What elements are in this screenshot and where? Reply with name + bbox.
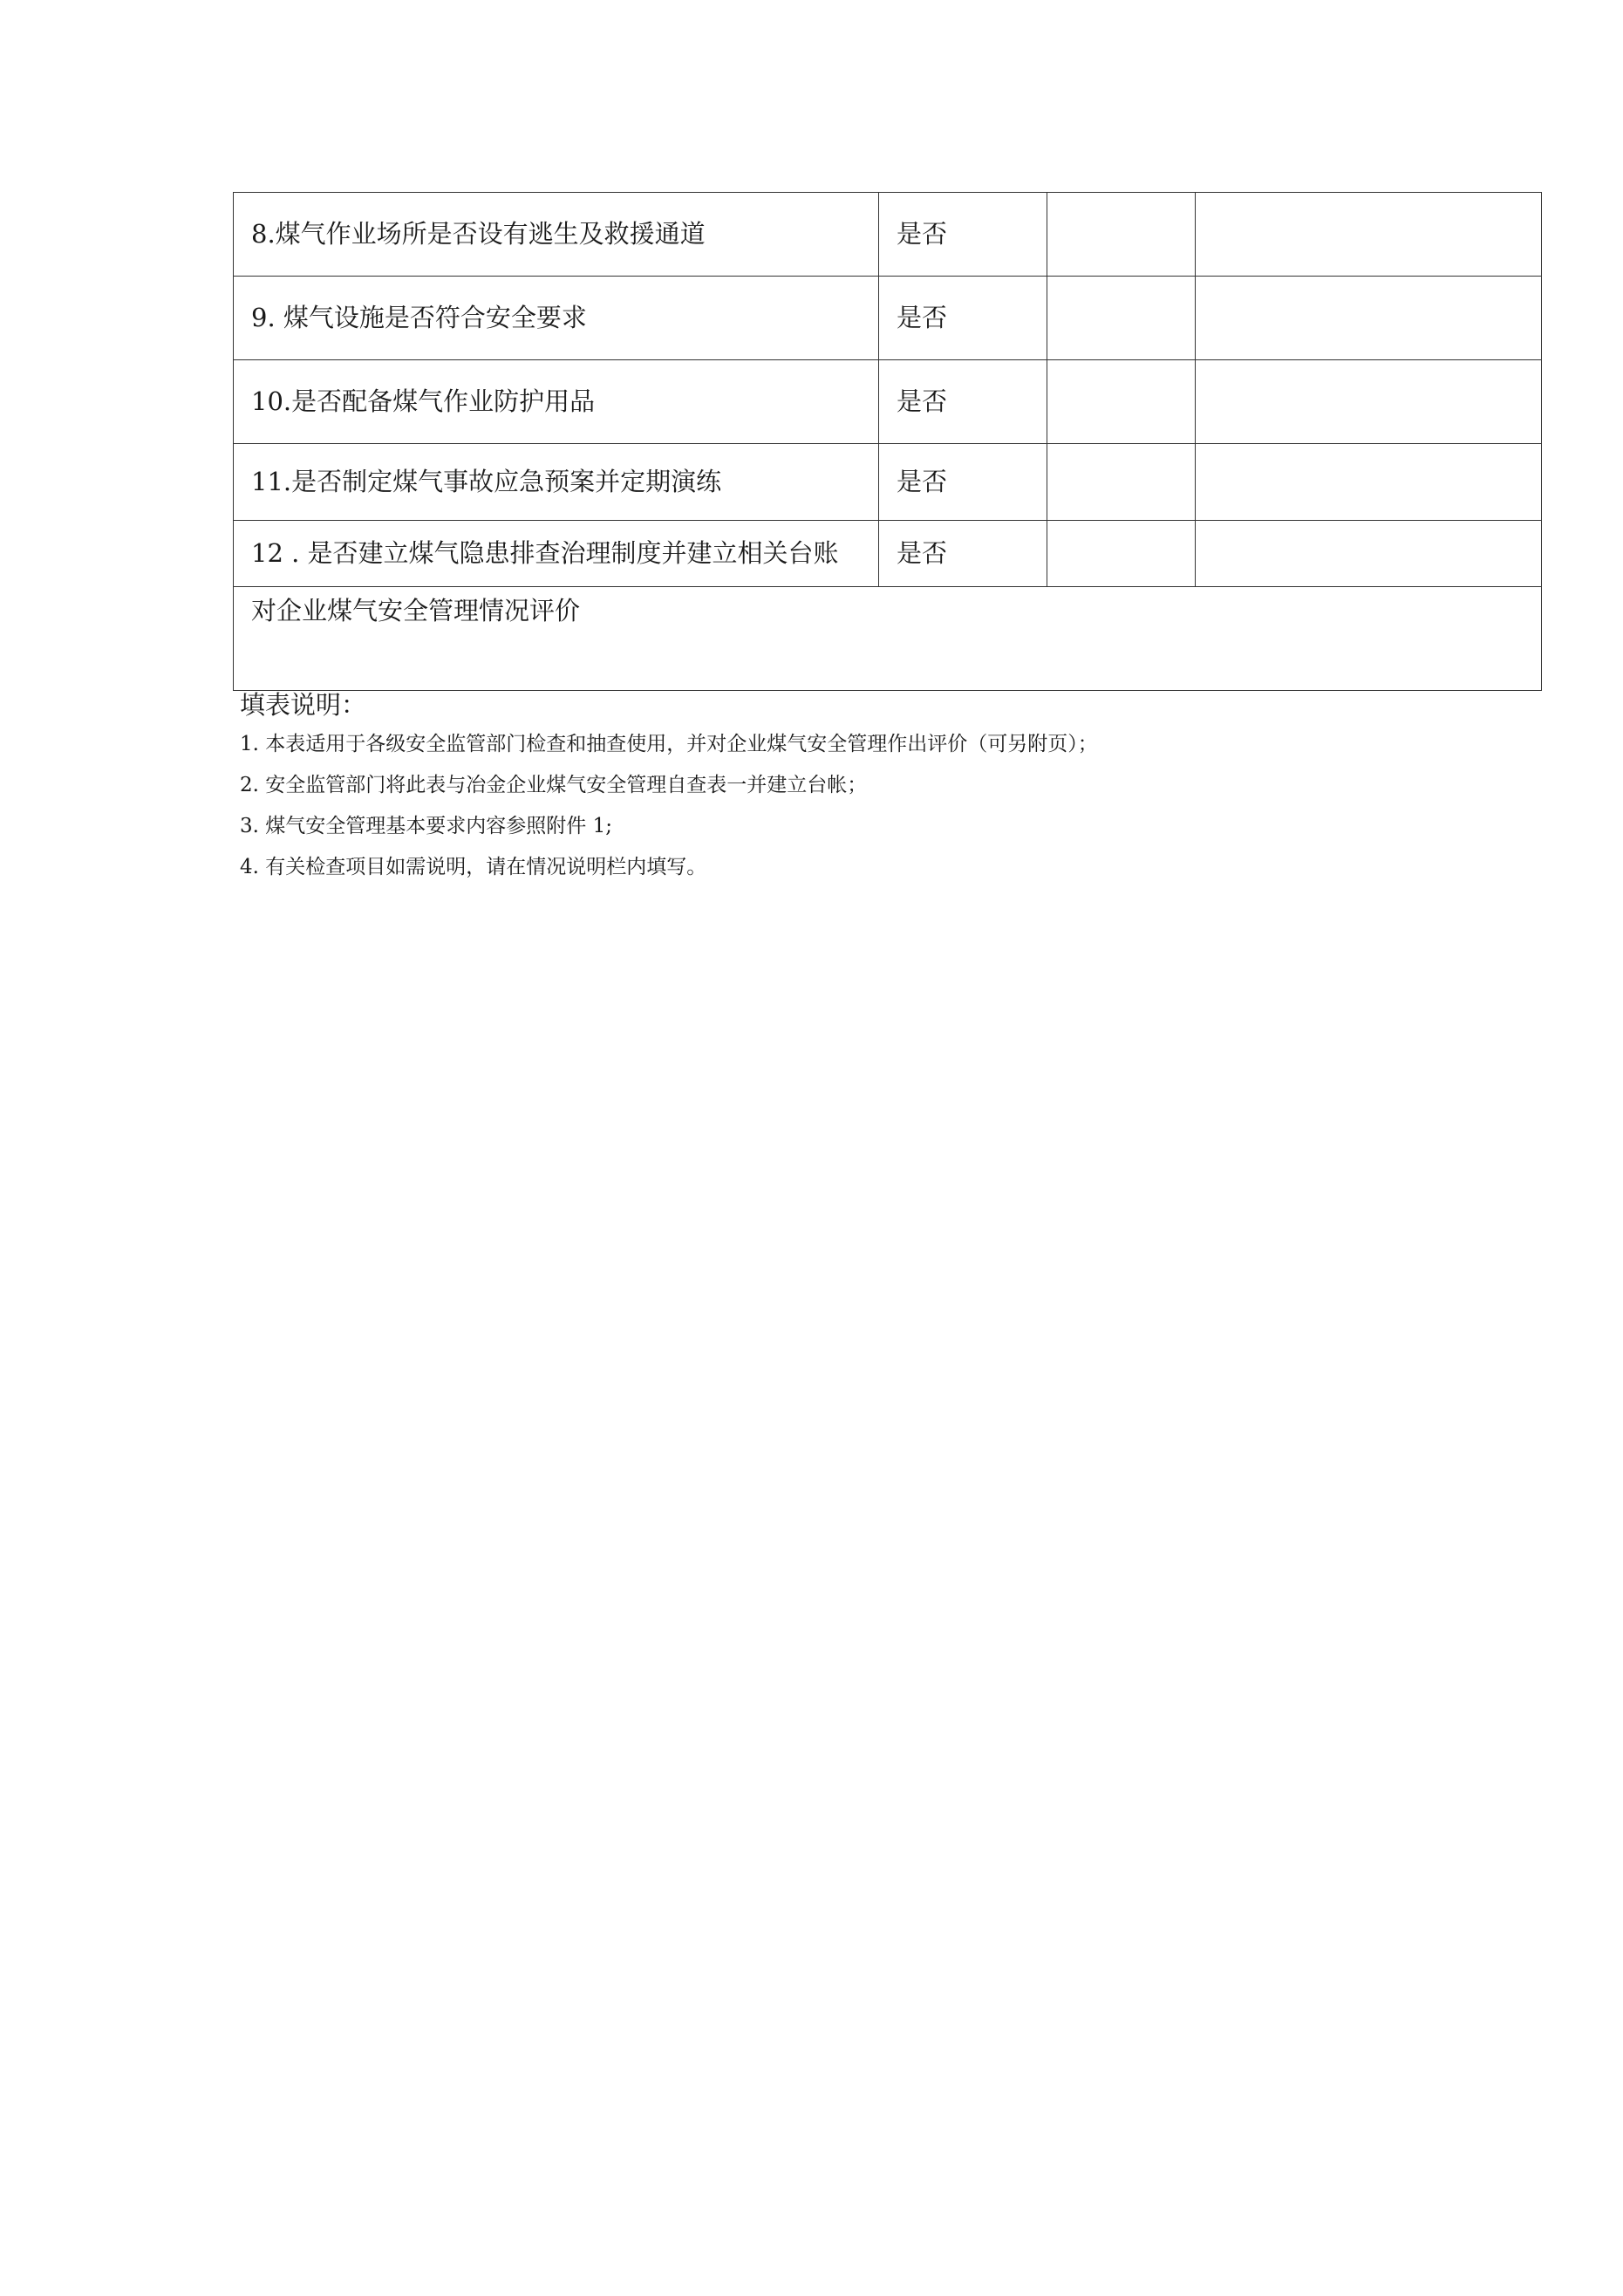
table-row xyxy=(234,444,1542,521)
table-row xyxy=(234,193,1542,277)
yes-no-answer: 是否 xyxy=(879,193,1047,277)
blank-cell xyxy=(1196,521,1542,587)
blank-cell xyxy=(1047,277,1196,360)
fill-instructions-title: 填表说明： xyxy=(240,690,367,720)
inspection-checklist-table xyxy=(233,192,1542,691)
table-row xyxy=(234,360,1542,444)
evaluation-row xyxy=(234,587,1542,691)
blank-cell xyxy=(1047,360,1196,444)
check-item-text: 10.是否配备煤气作业防护用品 xyxy=(234,360,879,444)
blank-cell xyxy=(1047,193,1196,277)
instruction-line: 1. 本表适用于各级安全监管部门检查和抽查使用，并对企业煤气安全管理作出评价（可另附页）； xyxy=(240,733,1098,755)
blank-cell xyxy=(1196,193,1542,277)
blank-cell xyxy=(1196,360,1542,444)
blank-cell xyxy=(1196,444,1542,521)
instruction-line: 4. 有关检查项目如需说明，请在情况说明栏内填写。 xyxy=(240,856,707,878)
instruction-line: 2. 安全监管部门将此表与冶金企业煤气安全管理自查表一并建立台帐； xyxy=(240,774,868,796)
yes-no-answer: 是否 xyxy=(879,277,1047,360)
yes-no-answer: 是否 xyxy=(879,360,1047,444)
yes-no-answer: 是否 xyxy=(879,444,1047,521)
check-item-text: 9. 煤气设施是否符合安全要求 xyxy=(234,277,879,360)
table-row xyxy=(234,277,1542,360)
blank-cell xyxy=(1196,277,1542,360)
blank-cell xyxy=(1047,521,1196,587)
check-item-text: 8.煤气作业场所是否设有逃生及救援通道 xyxy=(234,193,879,277)
fill-instructions xyxy=(240,686,1531,888)
check-item-text: 11.是否制定煤气事故应急预案并定期演练 xyxy=(234,444,879,521)
table-row xyxy=(234,521,1542,587)
evaluation-label: 对企业煤气安全管理情况评价 xyxy=(234,587,1542,691)
check-item-text: 12 . 是否建立煤气隐患排查治理制度并建立相关台账 xyxy=(234,521,879,587)
blank-cell xyxy=(1047,444,1196,521)
instruction-line: 3. 煤气安全管理基本要求内容参照附件 1; xyxy=(240,815,612,837)
yes-no-answer: 是否 xyxy=(879,521,1047,587)
